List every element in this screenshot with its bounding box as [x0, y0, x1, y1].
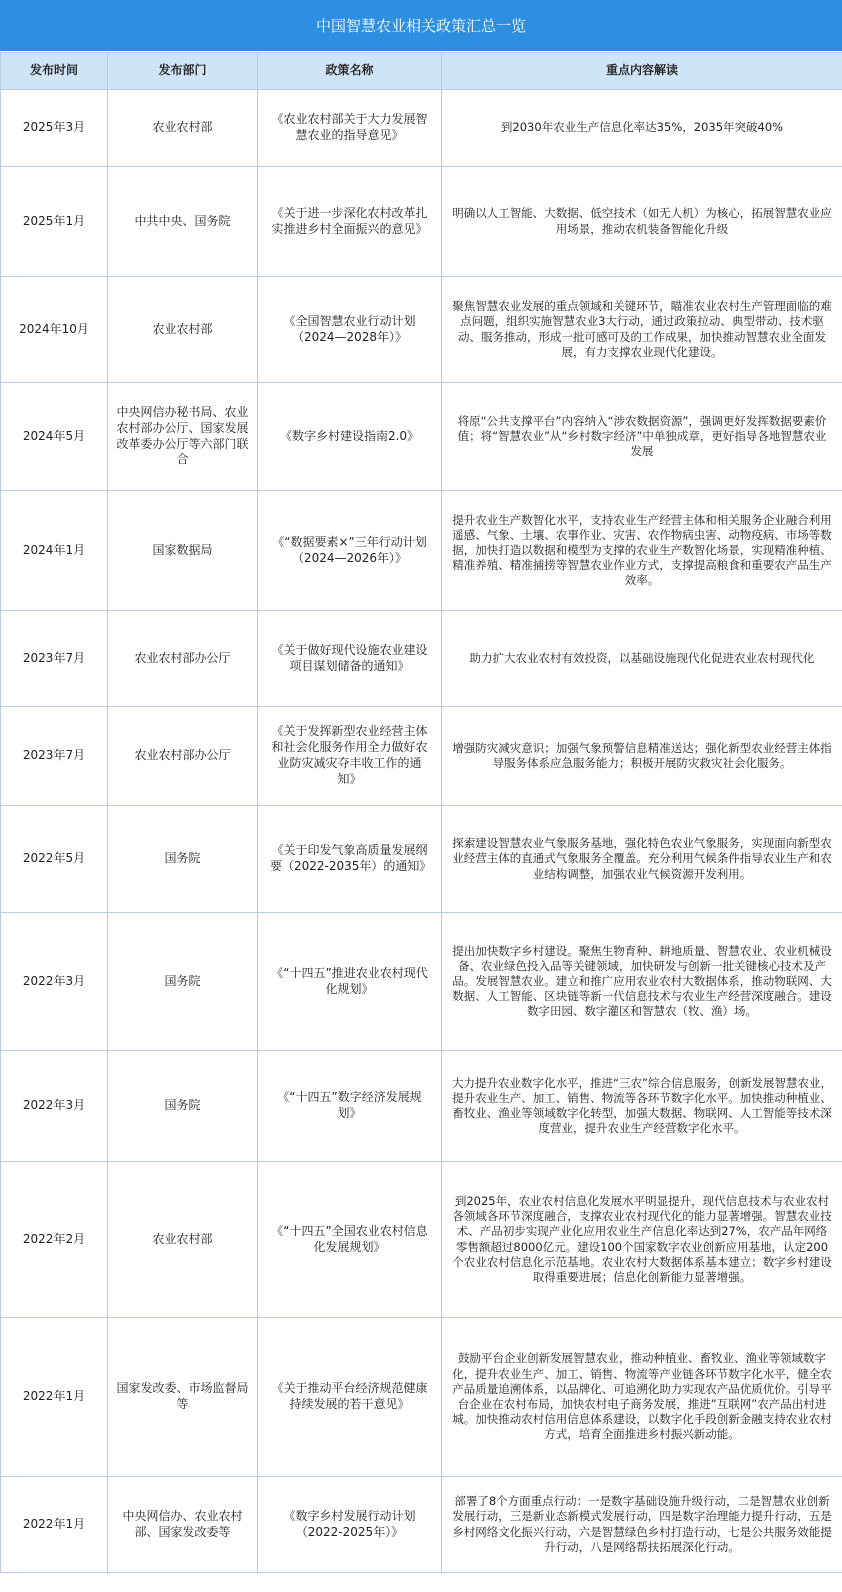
cell-policy-name: 《关于做好现代设施农业建设项目谋划储备的通知》	[258, 611, 442, 707]
column-header-key-content: 重点内容解读	[442, 53, 842, 90]
column-header-policy-name: 政策名称	[258, 53, 442, 90]
table-row	[1, 1477, 842, 1573]
cell-key-content: 到2025年，农业农村信息化发展水平明显提升，现代信息技术与农业农村各领域各环节深度融合，支撑农业农村现代化的能力显著增强。智慧农业技术、产品初步实现产业化应用农业生产信息化率达到27%，农产品年网络零售额超过8000亿元。建设100个国家数字农业创新应用基地，认定200个农业农村信息化示范基地。农业农村大数据体系基本建立；数字乡村建设取得重要进展；信息化创新能力显著增强。	[442, 1162, 842, 1318]
cell-department: 国家数据局	[108, 491, 258, 611]
cell-date: 2022年1月	[1, 1477, 108, 1573]
cell-date: 2025年1月	[1, 167, 108, 277]
cell-key-content: 明确以人工智能、大数据、低空技术（如无人机）为核心，拓展智慧农业应用场景，推动农机装备智能化升级	[442, 167, 842, 277]
cell-date: 2022年3月	[1, 913, 108, 1051]
cell-policy-name: 《“十四五”推进农业农村现代化规划》	[258, 913, 442, 1051]
cell-key-content: 提升农业生产数智化水平，支持农业生产经营主体和相关服务企业融合利用遥感、气象、土壤、农事作业、灾害、农作物病虫害、动物疫病、市场等数据，加快打造以数据和模型为支撑的农业生产数智化场景，实现精准种植、精准养殖、精准捕捞等智慧农业作业方式，支撑提高粮食和重要农产品生产效率。	[442, 491, 842, 611]
cell-date: 2022年1月	[1, 1318, 108, 1477]
table-row	[1, 1318, 842, 1477]
table-row	[1, 806, 842, 913]
cell-key-content: 大力提升农业数字化水平，推进“三农”综合信息服务，创新发展智慧农业，提升农业生产、加工、销售、物流等各环节数字化水平。加快推动种植业、畜牧业、渔业等领域数字化转型，加强大数据、物联网、人工智能等技术深度营业，提升农业生产经营数字化水平。	[442, 1051, 842, 1162]
policy-table	[0, 52, 842, 1573]
table-header-row	[1, 53, 842, 90]
cell-department: 农业农村部办公厅	[108, 707, 258, 806]
cell-key-content: 助力扩大农业农村有效投资，以基础设施现代化促进农业农村现代化	[442, 611, 842, 707]
cell-date: 2024年5月	[1, 383, 108, 491]
cell-key-content: 探索建设智慧农业气象服务基地，强化特色农业气象服务，实现面向新型农业经营主体的直通式气象服务全覆盖。充分利用气候条件指导农业生产和农业结构调整，加强农业气候资源开发利用。	[442, 806, 842, 913]
cell-key-content: 部署了8个方面重点行动：一是数字基础设施升级行动，二是智慧农业创新发展行动，三是新业态新模式发展行动，四是数字治理能力提升行动，五是乡村网络文化振兴行动，六是智慧绿色乡村打造行动，七是公共服务效能提升行动，八是网络帮扶拓展深化行动。	[442, 1477, 842, 1573]
cell-policy-name: 《关于发挥新型农业经营主体和社会化服务作用全力做好农业防灾减灾夺丰收工作的通知》	[258, 707, 442, 806]
table-row	[1, 913, 842, 1051]
table-row	[1, 167, 842, 277]
cell-policy-name: 《“十四五”数字经济发展规划》	[258, 1051, 442, 1162]
cell-department: 农业农村部	[108, 277, 258, 383]
cell-key-content: 聚焦智慧农业发展的重点领域和关键环节，瞄准农业农村生产管理面临的难点问题，组织实施智慧农业3大行动，通过政策拉动、典型带动、技术驱动、服务推动，形成一批可感可及的工作成果，加快推动智慧农业全面发展，有力支撑农业现代化建设。	[442, 277, 842, 383]
cell-date: 2023年7月	[1, 707, 108, 806]
table-row	[1, 611, 842, 707]
cell-date: 2024年1月	[1, 491, 108, 611]
cell-department: 农业农村部	[108, 90, 258, 167]
cell-department: 中共中央、国务院	[108, 167, 258, 277]
cell-key-content: 鼓励平台企业创新发展智慧农业，推动种植业、畜牧业、渔业等领域数字化，提升农业生产、加工、销售、物流等产业链各环节数字化水平，健全农产品质量追溯体系，以品牌化、可追溯化助力实现农产品优质优价。引导平台企业在农村布局，加快农村电子商务发展，推进”互联网”农产品出村进城。加快推动农村信用信息体系建设，以数字化手段创新金融支持农业农村方式，培育全面推进乡村振兴新动能。	[442, 1318, 842, 1477]
cell-key-content: 增强防灾减灾意识；加强气象预警信息精准送达；强化新型农业经营主体指导服务体系应急服务能力；积极开展防灾救灾社会化服务。	[442, 707, 842, 806]
cell-policy-name: 《“数据要素×”三年行动计划（2024—2026年）》	[258, 491, 442, 611]
cell-date: 2022年2月	[1, 1162, 108, 1318]
cell-key-content: 提出加快数字乡村建设。聚焦生物育种、耕地质量、智慧农业、农业机械设备、农业绿色投入品等关键领域，加快研发与创新一批关键核心技术及产品。发展智慧农业。建立和推广应用农业农村大数据体系，推动物联网、大数据、人工智能、区块链等新一代信息技术与农业生产经营深度融合。建设数字田园、数字灌区和智慧农（牧、渔）场。	[442, 913, 842, 1051]
cell-department: 国务院	[108, 806, 258, 913]
table-row	[1, 1051, 842, 1162]
table-row	[1, 1162, 842, 1318]
cell-department: 国家发改委、市场监督局等	[108, 1318, 258, 1477]
cell-date: 2022年3月	[1, 1051, 108, 1162]
cell-key-content: 到2030年农业生产信息化率达35%，2035年突破40%	[442, 90, 842, 167]
column-header-date: 发布时间	[1, 53, 108, 90]
table-row	[1, 277, 842, 383]
cell-date: 2022年5月	[1, 806, 108, 913]
cell-department: 中央网信办、农业农村部、国家发改委等	[108, 1477, 258, 1573]
cell-date: 2024年10月	[1, 277, 108, 383]
cell-policy-name: 《关于推动平台经济规范健康持续发展的若干意见》	[258, 1318, 442, 1477]
page-title: 中国智慧农业相关政策汇总一览	[0, 0, 842, 52]
cell-policy-name: 《数字乡村发展行动计划（2022-2025年）》	[258, 1477, 442, 1573]
cell-department: 中央网信办秘书局、农业农村部办公厅、国家发展改革委办公厅等六部门联合	[108, 383, 258, 491]
cell-department: 国务院	[108, 1051, 258, 1162]
cell-policy-name: 《关于印发气象高质量发展纲要（2022-2035年）的通知》	[258, 806, 442, 913]
cell-date: 2025年3月	[1, 90, 108, 167]
table-row	[1, 707, 842, 806]
table-row	[1, 90, 842, 167]
cell-policy-name: 《“十四五”全国农业农村信息化发展规划》	[258, 1162, 442, 1318]
cell-policy-name: 《全国智慧农业行动计划（2024—2028年）》	[258, 277, 442, 383]
cell-department: 农业农村部办公厅	[108, 611, 258, 707]
cell-key-content: 将原“公共支撑平台”内容纳入“涉农数据资源”，强调更好发挥数据要素价值；将“智慧农业”从“乡村数字经济”中单独成章，更好指导各地智慧农业发展	[442, 383, 842, 491]
column-header-department: 发布部门	[108, 53, 258, 90]
table-row	[1, 383, 842, 491]
cell-policy-name: 《农业农村部关于大力发展智慧农业的指导意见》	[258, 90, 442, 167]
cell-date: 2023年7月	[1, 611, 108, 707]
cell-policy-name: 《关于进一步深化农村改革扎实推进乡村全面振兴的意见》	[258, 167, 442, 277]
cell-department: 国务院	[108, 913, 258, 1051]
cell-department: 农业农村部	[108, 1162, 258, 1318]
table-row	[1, 491, 842, 611]
cell-policy-name: 《数字乡村建设指南2.0》	[258, 383, 442, 491]
